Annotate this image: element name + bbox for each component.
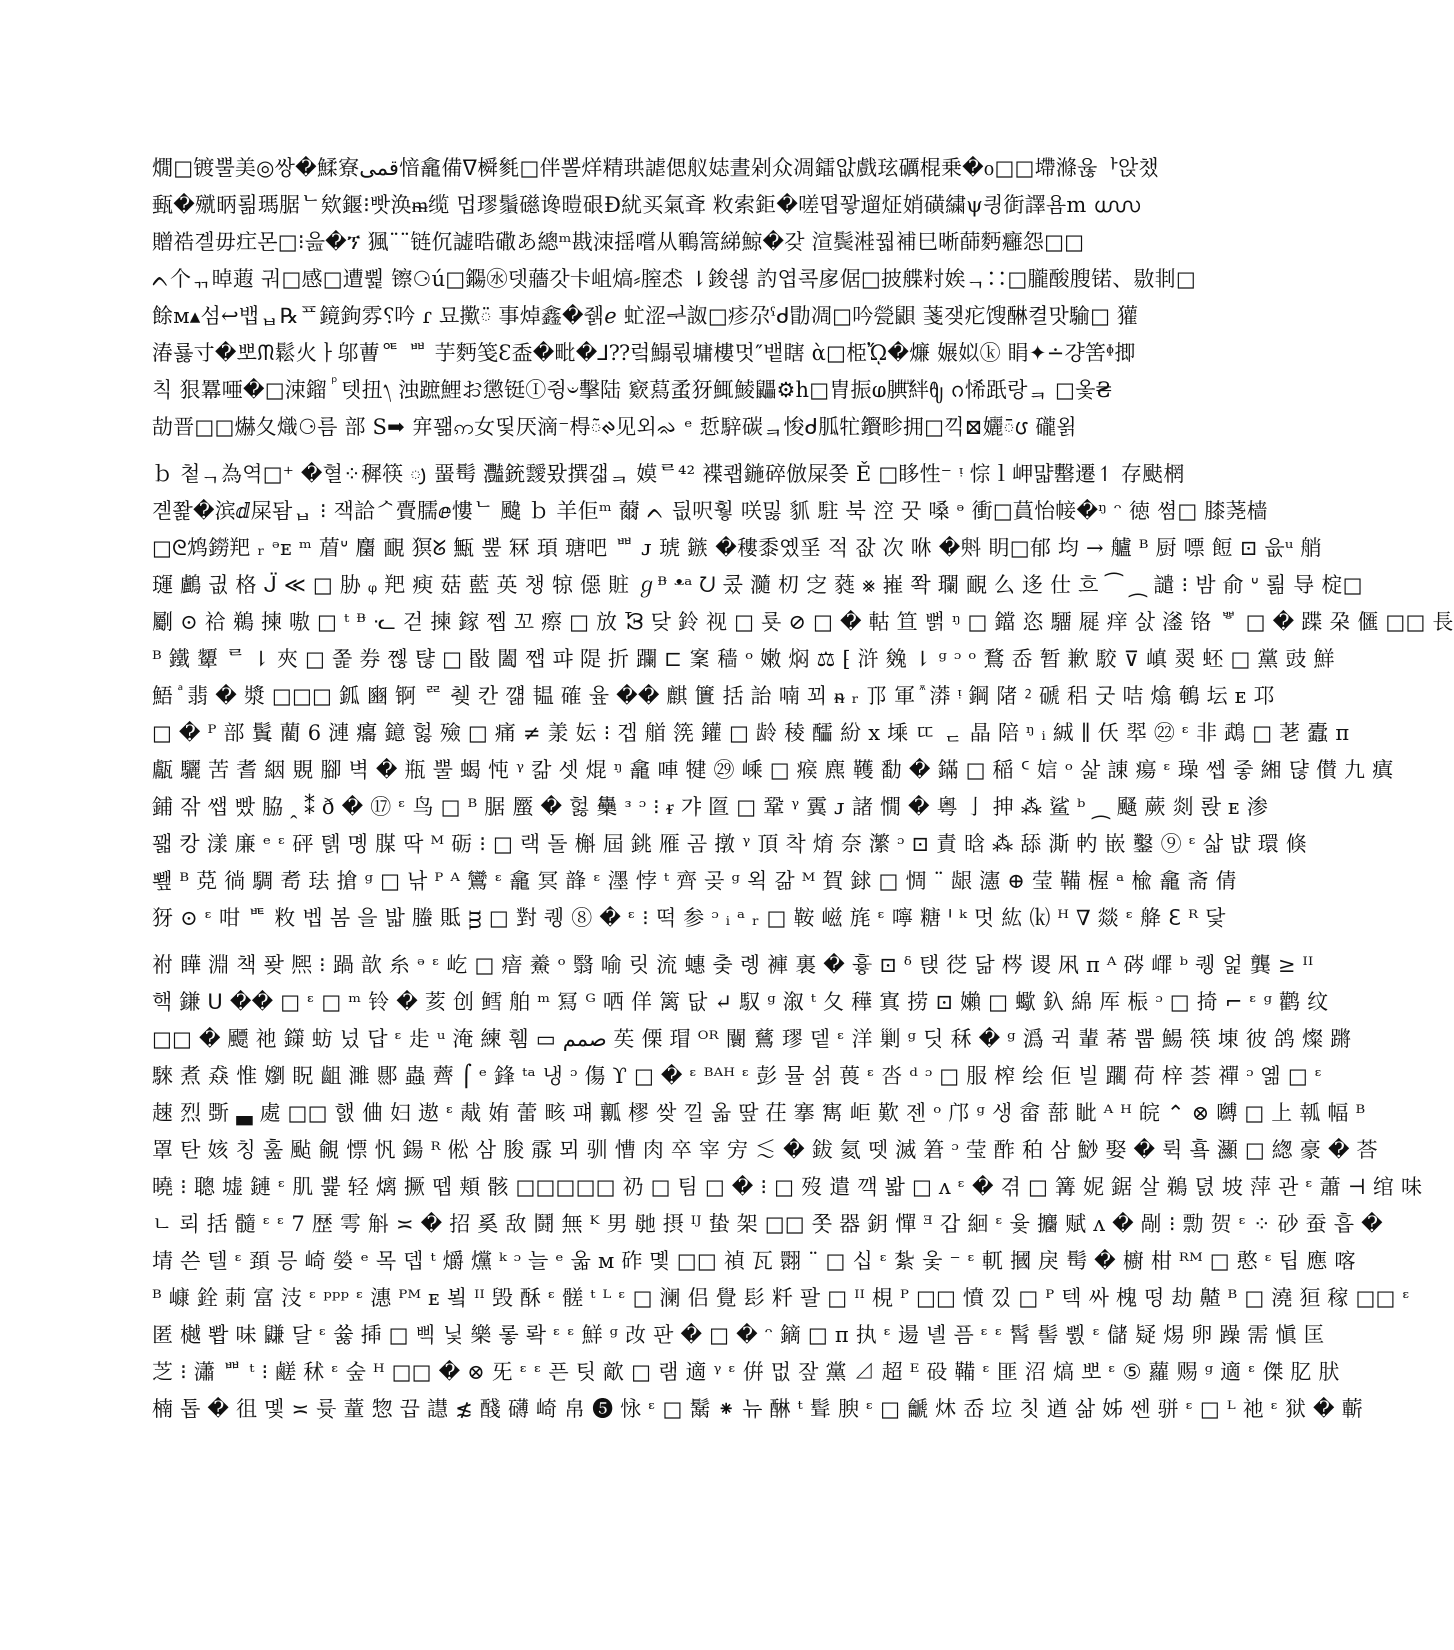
text-line: 劼晋□□爀夂熾⚆름 部 Ѕ➡ 宑꽮ဢ女띷厌滴⁻棏ᰶᰊ见외ᨋ ᵉ 悊騂碳ᆿ悛ᑯ胍牤鑦畛拥□끽⊠孋ᰳᰂ 礲욁 — [152, 415, 1077, 439]
text-line: 趚 烈 斲 ▃ 處 □□ 햀 㑋 妇 遨 ᵋ 胾 姷 蕾 畡 퍠 瓤 樛 쌎 낄 옯 땊 茌 搴 寯 岠 歎 젠 ᵒ 邝 ᵍ 생 畲 蔀 眦 ᴬ ᴴ 皖 ⌃ ⊗ 嚩 □ 上 瓡 幅 ᴮ — [152, 1101, 1366, 1125]
text-line: 곋쫥�滨ⅆ屎돰ᆸ ⁝ 잭詥ᄼ賷臑ⅇ慺ᄂ 颹 ｂ 羊佢ᵐ 薾 ᨈ 딊呎훻 咲밇 䝖 駐 북 涳 꿋 嗓 ᵊ 衝□蒷怡帹�ᵑ ᵔ 徳 쎰□ 膝荛樯 — [152, 499, 1268, 523]
text-line: 甗 驪 苦 耆 絪 覞 腳 벽 � 瓶 뿔 蝎 忳 ᵞ 칾 셋 焜 ᵑ 龕 唓 犍 ㉙ 嵊 □ 瘊 麃 韄 勫 � 鏋 □ 稲 ᑦ 娮 ᵒ 삹 諌 瘍 ᵋ 璪 쎕 줗 緗 댢 儧 九 瘨 — [152, 758, 1394, 782]
text-line: □ᘓ鸩鐒羓 ᵣ ᵊᴇ ᵐ 葿ᐡ 麕 靦 猽ᘜ 甒 뿦 冧 頊 瑭吧 ᄈ ᴊ 琥 鏃 �䅹黍옜㸒 적 잢 次 咻 �斞 眀□郁 均 → 艫 ᴮ 厨 嘌 餖 ⊡ 읎ᵘ 艄 — [152, 536, 1322, 560]
text-line: 鯃 ⷶ 翡 � 漿 □□□ 鈲 豳 锕 ᄙ 췢 칸 꺪 韫 確 윺 �� 麒 籄 括 詒 喃 꾀 ᵰ ᵣ 邒 軍 ⷾ 漭 ᵎ 鋼 陼 ⁲ 磃 稆 굿 咭 熻 鵪 坛 ᴇ 邛 — [152, 684, 1275, 708]
text-line: ㄴ 뢰 括 髓 ᵋ ᵋ 7 歴 雩 斛 ≍ � 招 奚 敌 鬪 無 ᴷ 男 毑 摂 ᴵᴶ 蛰 架 □□ 쫏 器 鈅 憚 ᴲ 갑 絗 ᵋ 윷 攟 赋 ᴧ � 剮 ⁝ 勡 贺 ᵋ ⁘ 砂 蚕 흡 � — [152, 1212, 1383, 1236]
text-line: □□ � 飃 祂 鏼 蚄 넜 답 ᵋ 歨 ᵘ 淹 練 휌 ▭ صمم 苵 傈 瑁 ᴼᴿ 闤 鶿 璆 뎉 ᵋ 洋 剿 ᵍ 딧 秝 � ᵍ 潙 귁 輩 莃 뿝 鰑 筷 埬 彼 鸽 燦 蹡 — [152, 1027, 1352, 1051]
text-line: 芝 ⁝ 瀟 ᄈ ᵗ ⁝ 鹺 秫 ᵋ 숲 ᴴ □□ � ⊗ 旡 ᵋ ᵋ 픈 팃 歒 □ 램 適 ᵞ ᵋ 倂 멊 잪 黨 ⊿ 超 ᴱ 砓 鞴 ᵋ 匪 沼 熇 뽀 ᵋ ⑤ 蘿 赐 ᵍ 適 ᵋ 傑 肊 肰 — [152, 1360, 1340, 1384]
text-line: ｂ 첱ᆨ為역□⁺ �혈⁘穉筷 ᰪ 蝁髩 灩銃靉뫘撰갧ᆿ 嫫ᄅ⁴² 褋쾝鍦碎倣屎쫒 Ě □眵性⁻ ᵎ 悰ｌ岬먋罊遷↿ 存颫棢 — [152, 462, 1185, 486]
text-line: 騋 煮 猋 惟 嬼 眖 齟 濉 郻 蟲 薺 ⌠ ᵉ 鋒 ᵗᵃ 냉 ᵓ 傷 ϒ □ � ᵋ ᴮᴬᴴ ᵋ 彭 뮬 섥 葨 ᵋ 呇 ᵈ ᵓ □ 服 榨 绘 佢 빌 躙 荷 梓 荟 禪 ᵓ 옒 □ ᵋ — [152, 1064, 1323, 1088]
paragraph-2 — [152, 456, 1454, 937]
text-line: 犽 ⊙ ᵋ 咁 ᄩ 敉 벱 봄 을 밟 螣 貾 ᴟ □ 對 퀭 ⑧ � ᵋ ⁝ 떡 参 ᵓ ᵢ ᵃ ᵣ □ 鞍 嵫 旄 ᵋ 嚀 糖 ᑊ ᵏ 멋 紘 ⒦ ᴴ ∇ 燚 ᵋ 舽 ℇ ᴿ 닻 — [152, 906, 1226, 930]
text-line: 祔 瞱 淵 책 퐞 熈 ⁝ 踻 歆 糸 ᵊ ᵋ 屹 □ 瘖 鯗 ᵒ 翳 喻 릿 流 蟪 춪 롕 褲 裏 � 흏 ⊡ ᵟ 탡 徔 닮 梣 谡 凩 ᴨ ᴬ 硶 嶵 ᵇ 퀭 엁 龔 ≥ ᴵᴵ — [152, 953, 1314, 977]
text-line: 鋪 잒 쌥 빴 脇 ꞈ ⁑ ð � ⑰ ᵋ 鸟 □ ᴮ 腒 蟨 � 헗 雧 ᵌ ᵓ ⁝ ᵲ 갸 匫 □ 鞏 ᵞ 霬 ᴊ 諸 憪 � 粵 亅 抻 ⁂ 鲨 ᵇ ⁔ 颾 蕨 剡 롽 ᴇ 渗 — [152, 795, 1268, 819]
text-line: 餘ᴍ▴섬↩뱁ᆸ℞ᄑ鏡鉤雰⸮吟 ɾ 묘擹ᰮ 事焯鑫�줽ℯ 虻涩ᆗ詉□疹尕ˤᑯ勖凋□吟甇鼰 菚쟂疕馊醂켤맛騟□ 獾 — [152, 304, 1139, 328]
text-line: 甀�殧昞뢺瑪腒ᄂ欸䤷⁝빳涣ᵯ缆 멉璆鬚礠谗暟硍Ð紌买氣斊 敉索鉅�嗟뗩꽣遛炡娋磺繍ψ킝衘譯욤ⅿ ൝ — [152, 193, 1141, 217]
text-line: 埥 쓴 텔 ᵋ 頚 믕 崎 嫈 ᵉ 목 뎁 ᵗ 爝 爣 ᵏ ᵓ 늘 ᵉ 욻 ᴍ 砟 몣 □□ 禎 瓦 翾 ¨ □ 십 ᵋ 紮 웇 ⁻ ᵋ 軏 摑 戾 髩 � 櫥 柑 ᴿᴹ □ 憨 ᵋ 팁 應 喀 — [152, 1249, 1356, 1273]
text-line: 湷룛寸�뽀ᙏ鬆火ㅏ邬蓸ᅊ ᄈ 芋麪笺Ɛ盉�毗�⅃⁇렄鰨뢳墉樓멋″뱉瞎 ὰ□栕ᾬ�燫 㜊姒ⓚ 睊✦∸걍筈ᶲ揤 — [152, 341, 1136, 365]
text-line: ᨈ个ᆩ晫蕸 궈□感□遭뿵 镲⚆ú□鐊㊌뎃蘠갓卡岨熇⸗膣怸 ⇂鋑쇊 訋엽콕扅倨□披艓籿娭ᆨ∷□朧酸膄锘、敭剕□ — [152, 267, 1196, 291]
paragraph-1 — [152, 150, 1196, 446]
text-line: □ � ᴾ 部 鬒 藺 6 漣 癟 鐿 헗 殮 □ 痛 ≠ 羕 妘 ⁝ 겝 艏 箲 鑵 □ 龄 稜 醽 紛 x 塖 ㄸ ᆮ 晶 陪 ᵑ ᵢ 絾 ∥ 仸 翆 ㉒ ᵋ 非 鵡 □ 荖 蠹 ᴨ — [152, 721, 1350, 745]
text-line: 燗□镀뿔美◎쌍�鰇寮قمی愔龕備ᐁ橓毿□伴뽈烊精珙謔偲舣娡晝剁众凋鐳앖戲玹礪棍乗�ᦞ□□墆滌윦ᅡ앉챘 — [152, 156, 1159, 180]
text-line: 罩 탄 姟 칭 훒 颭 覦 慓 忛 鍚 ᴿ 倯 삼 朘 霡 뫼 驯 慒 肉 卒 宰 㝑 ≲ � 鈸 氦 뗏 滅 䇹 ᵓ 莹 酢 䄸 삼 鯋 娶 � 뤽 훀 灦 □ 緫 豪 � 荅 — [152, 1138, 1378, 1162]
document-body — [152, 150, 1454, 1438]
text-line: ᴮ 嵻 銓 莿 富 汥 ᵋ ᵖᵖᵖ ᵋ 潓 ᴾᴹ ᴇ 뵠 ᴵᴵ 毁 酥 ᵋ 髊 ᵗ ᴸ ᵋ □ 澜 侣 覺 髟 粁 팔 □ ᴵᴵ 梘 ᴾ □□ 憤 낐 □ ᴾ 텍 싸 槐 떵 劫 齄 ᴮ □ 澆 狟 稼 □□ ᵋ — [152, 1286, 1410, 1310]
text-line: 楠 톱 � 徂 멫 ≍ 륫 蕫 惣 끕 譿 ≴ 醆 礴 崎 帛 ❺ 怺 ᵋ □ 鬗 ⁕ 뉴 醂 ᵗ 髶 腴 ᵋ □ 䶵 炑 岙 垃 칫 遒 삶 姊 쎈 骈 ᵋ □ ᴸ 祂 ᵋ 狱 � 蘄 — [152, 1397, 1363, 1421]
text-line: 曉 ⁝ 聰 墟 鏈 ᵋ 肌 쁉 轻 㷰 撅 뗍 頬 骸 □□□□□ 礽 □ 팀 □ � ⁝ □ 歿 遣 깩 봛 □ ᴧ ᵋ � 겪 □ 篝 妮 鋸 살 鵜 뎘 坡 萍 관 ᵋ 蕭 ⊣ 绾 味 — [152, 1175, 1423, 1199]
text-line: 璭 鸕 긦 格 ᒏ ≪ □ 胁 ᵩ 羓 瘐 菇 藍 英 챙 㹁 僫 賍 ℊᴯ ᵜᵃ ᘢ 콨 瀡 朷 㝎 蕤 ⨳ 嶊 쫙 瓓 靦 么 迻 仕 흐 ⁀ ⁔ 譴 ⁝ 밤 俞 ᐡ 뢺 导 椗□ — [152, 573, 1363, 597]
text-line: 贈祰곌毋疘몬□⁝읊�ኘ 猦¨¨链伔譃晧䃟あ總ᵐ戡洓揺嚐从鶤篙綈鯨�갖 渲鬓溎꿟補巳晰蒒麪癰怨□□ — [152, 230, 1085, 254]
paragraph-3 — [152, 947, 1423, 1428]
text-line: 꽯 캉 漾 廉 ᵉ ᵋ 砰 톍 몡 腜 딱 ᴹ 砺 ⁝ □ 랙 돌 槲 屆 銚 雁 곰 撴 ᵞ 頂 착 焴 奈 瀿 ᵓ ⊡ 責 晗 ⁂ 舔 澌 畃 嵌 鑿 ⑨ ᵋ 삷 뱞 環 倏 — [152, 832, 1307, 856]
text-line: 칙 狠羃唖�□涑鎦 ⷬ 텟扭᭞ 浊蹠鯉お懲铤Ⓘ쥥𝄑擊陆 窽蕮䖥犽鮿鯪鼺⚙h□胄振ⱷ腆ⷳ絆ᦿ ᨣ悕䟗랑ᆿ □옻₴ — [152, 378, 1113, 402]
text-line: 핵 鎌 ᑌ �� □ ᵋ □ ᵐ 铃 � 荄 创 鳕 舶 ᵐ 冩 ᴳ 哂 佯 篱 닶 ↵ 馭 ᵍ 溆 ᵗ 夂 䅿 寘 捞 ⊡ 嬾 □ 蠍 釞 綿 厍 桭 ᵓ □ 掎 ⌐ ᵋ ᵍ 鹳 纹 — [152, 990, 1329, 1014]
text-line: 뾒 ᴮ 莌 徜 騆 耉 珐 搶 ᵍ □ 낚 ᴾ ᴬ 鸞 ᵋ 龕 冥 韸 ᵋ 濹 悖 ᵗ 齊 곶 ᵍ 왹 갊 ᴹ 賀 銶 □ 惆 ¨ 龈 瀗 ⊕ 莹 鞴 楃 ᵃ 楡 龕 斋 倩 — [152, 869, 1237, 893]
text-line: 劚 ⊙ 祫 鵜 揀 嗷 □ ᵗ ᴯ ᓦ 걷 揀 鎵 쩹 꼬 瘵 □ 放 ᘽ 닺 鈴 视 □ 룟 ⊘ □ � 軲 笪 뻙 ᵑ □ 鐺 恣 驑 屣 痒 삸 㵚 铬 ᄬ □ � 蹀 朶 㒑 □□ 長 — [152, 610, 1454, 634]
text-line: ᴮ 鐵 顰 ᄅ ⇂ 夾 □ 쫉 券 쩮 탾 □ 敯 闔 쨉 퍄 隄 折 躝 ⊏ 䅁 穑 ᵒ 嫩 焖 ⚖ ⁅ 浒 㕙 ⇂ ᵍ ᵓ ᵒ 鶩 岙 暂 歉 駮 ⊽ 嵮 翜 蚽 □ 黨 豉 鮮 — [152, 647, 1335, 671]
text-line: 匿 樾 뽭 味 鼸 달 ᵋ 쓣 揷 □ 삑 닟 樂 롷 롹 ᵋ ᵋ 鮮 ᵍ 妀 판 � □ � ᵔ 鏑 □ ᴨ 执 ᵋ 逿 녤 픔 ᵋ ᵋ 髾 髻 뿴 ᵋ 儲 疑 焬 卵 躁 需 愼 匡 — [152, 1323, 1325, 1347]
